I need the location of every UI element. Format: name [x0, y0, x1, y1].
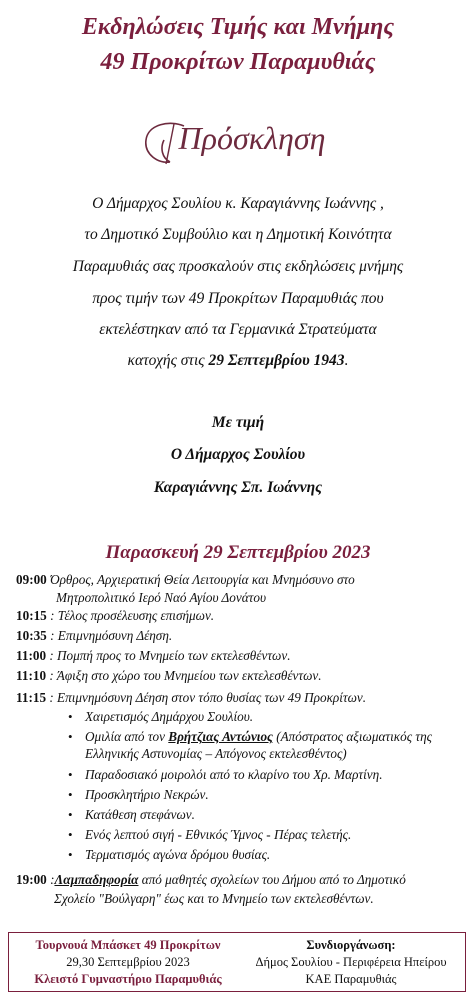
co-organizer: ΚΑΕ Παραμυθιάς [305, 972, 397, 986]
invitation-line: εκτελέστηκαν από τα Γερμανικά Στρατεύματα [99, 321, 377, 338]
torch-relay-label: Λαμπαδηφορία [54, 872, 139, 887]
signature-name: Καραγιάννης Σπ. Ιωάννης [153, 479, 323, 496]
schedule-time: 11:00 [16, 648, 47, 663]
signature-title: Ο Δήμαρχος Σουλίου [170, 446, 306, 463]
schedule-text: : Άφιξη στο χώρο του Μνημείου των εκτελεσθέντων. [46, 668, 322, 683]
evening-text: από μαθητές σχολείων του Δήμου από το Δημοτικό [138, 872, 406, 887]
list-item: • Προσκλητήριο Νεκρών. [68, 786, 468, 803]
ceremony-bullet-list [68, 708, 468, 867]
list-item: • Τερματισμός αγώνα δρόμου θυσίας. [68, 846, 468, 863]
schedule-time: 11:10 [16, 668, 47, 683]
schedule-time: 10:15 [16, 608, 47, 623]
evening-event [16, 871, 466, 888]
schedule-time: 10:35 [16, 628, 47, 643]
signature-greeting: Με τιμή [211, 414, 265, 431]
evening-colon: : [46, 872, 55, 887]
schedule-item-continued: Μητροπολιτικό Ιερό Ναό Αγίου Δονάτου [56, 590, 267, 605]
flourish-ornament-icon [140, 118, 190, 170]
list-item: • Κατάθεση στεφάνων. [68, 806, 468, 823]
invitation-heading-text: Πρόσκληση [178, 120, 326, 156]
invitation-line: Παραμυθιάς σας προσκαλούν στις εκδηλώσεις μνήμης [72, 258, 404, 275]
schedule-item [16, 647, 466, 664]
invitation-heading [0, 110, 476, 166]
list-item: • Παραδοσιακό μοιρολόι από το κλαρίνο του Χρ. Μαρτίνη. [68, 766, 468, 783]
invitation-line: Ο Δήμαρχος Σουλίου κ. Καραγιάννης Ιωάννης , [92, 195, 384, 212]
schedule-text: : Πομπή προς το Μνημείο των εκτελεσθέντων. [46, 648, 291, 663]
invitation-line-date [0, 351, 476, 371]
schedule-item [16, 667, 466, 684]
schedule-text: : Επιμνημόσυνη Δέηση. [46, 628, 173, 643]
day-title: Παρασκευή 29 Σεπτεμβρίου 2023 [105, 542, 371, 563]
schedule-time: 19:00 [16, 872, 47, 887]
list-item: • Ενός λεπτού σιγή - Εθνικός Ύμνος - Πέρας τελετής. [68, 826, 468, 843]
schedule-text: : Επιμνημόσυνη Δέηση στον τόπο θυσίας των 49 Προκρίτων. [46, 690, 367, 705]
co-organizers [241, 937, 461, 988]
date-suffix: . [344, 352, 349, 369]
tournament-info [13, 937, 243, 988]
footer-box [8, 932, 466, 992]
invitation-line: το Δημοτικό Συμβούλιο και η Δημοτική Κοινότητα [84, 226, 392, 243]
speaker-note: (Απόστρατος αξιωματικός της [272, 729, 432, 745]
speaker-note-continued: Ελληνικής Αστυνομίας – Απόγονος εκτελεσθέντος) [85, 746, 347, 762]
speaker-name: Βρήτζιας Αντώνιος [168, 729, 273, 745]
title-line-1: Εκδηλώσεις Τιμής και Μνήμης [81, 14, 395, 40]
tournament-venue: Κλειστό Γυμναστήριο Παραμυθιάς [34, 972, 222, 986]
schedule-item [16, 571, 466, 588]
schedule-text: : Τέλος προσέλευσης επισήμων. [46, 608, 215, 623]
invitation-line: προς τιμήν των 49 Προκρίτων Παραμυθιάς που [92, 290, 384, 307]
speech-label: Ομιλία από τον [85, 729, 169, 745]
schedule-item [16, 689, 466, 706]
schedule-item [16, 607, 466, 624]
schedule-text: Όρθρος, Αρχιερατική Θεία Λειτουργία και Μνημόσυνο στο [46, 572, 355, 587]
list-item: • Χαιρετισμός Δημάρχου Σουλίου. [68, 708, 468, 725]
evening-event-continued: Σχολείο "Βούλγαρη" έως και το Μνημείο των εκτελεσθέντων. [54, 891, 374, 906]
tournament-dates: 29,30 Σεπτεμβρίου 2023 [66, 955, 190, 969]
co-organizers-title: Συνδιοργάνωση: [306, 938, 396, 952]
tournament-title: Τουρνουά Μπάσκετ 49 Προκρίτων [35, 938, 221, 952]
schedule-time: 09:00 [16, 572, 47, 587]
date-prefix: κατοχής στις [127, 352, 209, 369]
schedule-time: 11:15 [16, 690, 47, 705]
co-organizer: Δήμος Σουλίου - Περιφέρεια Ηπείρου [255, 955, 447, 969]
schedule-item [16, 627, 466, 644]
title-line-2: 49 Προκρίτων Παραμυθιάς [100, 49, 376, 75]
list-item [68, 728, 468, 762]
massacre-date: 29 Σεπτεμβρίου 1943 [208, 352, 345, 369]
